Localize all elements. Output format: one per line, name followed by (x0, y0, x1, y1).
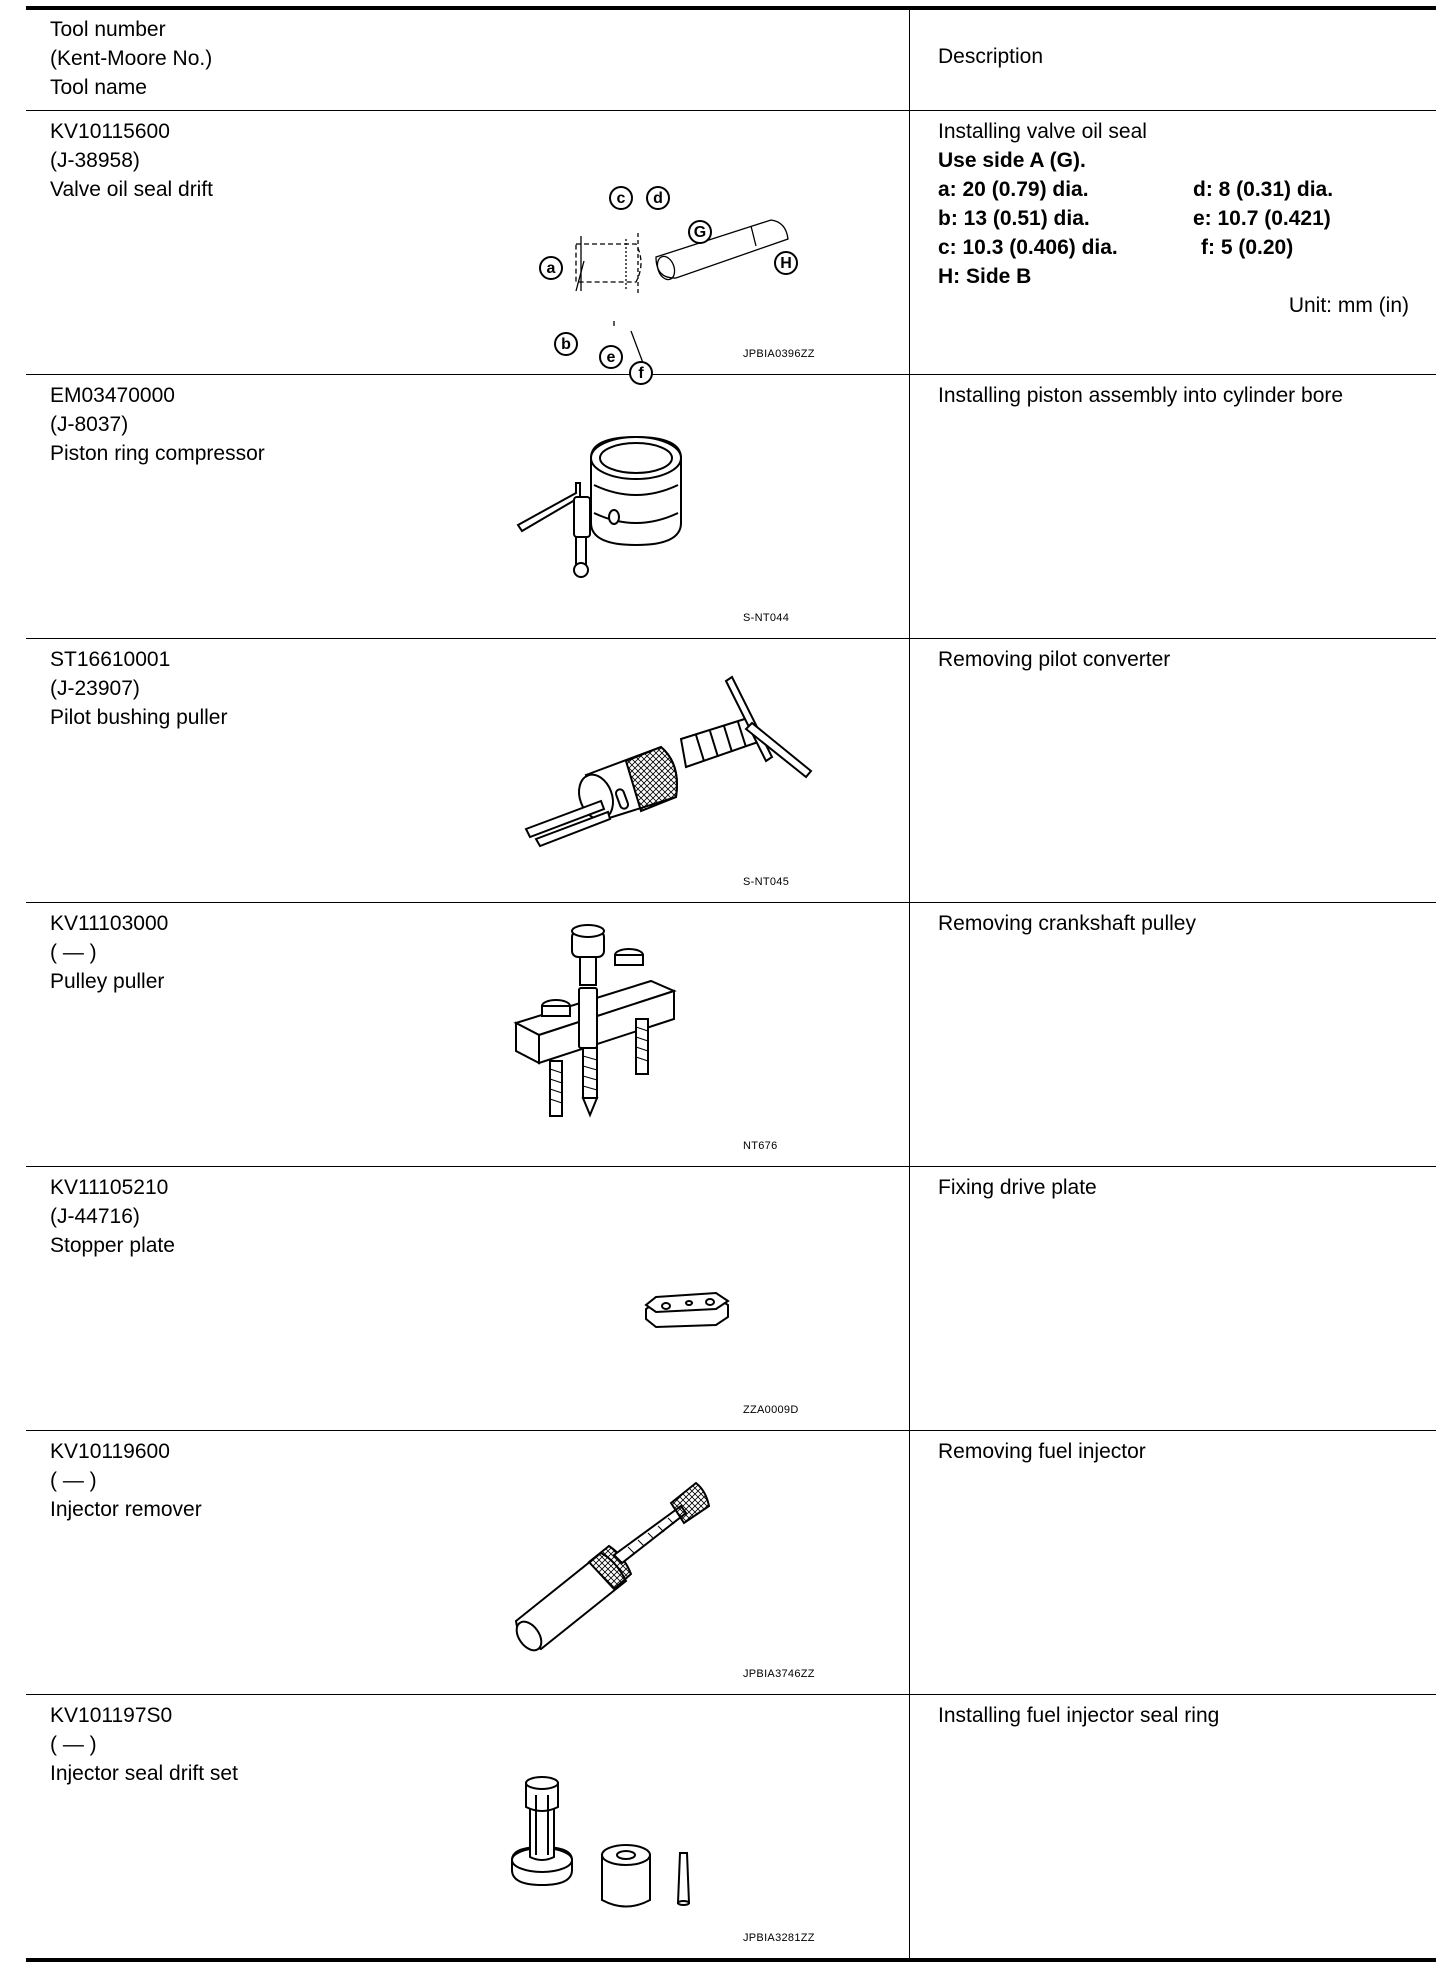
tool-number: KV10115600 (50, 120, 170, 143)
callout-c: c (616, 190, 626, 207)
tool-number: KV11103000 (50, 912, 169, 935)
kent-moore-number: (J-8037) (50, 413, 129, 436)
tool-cell (26, 375, 910, 639)
figure-id: NT676 (743, 1140, 778, 1152)
figure-id: JPBIA3746ZZ (743, 1668, 815, 1680)
description-cell (910, 1431, 1437, 1695)
header-tool-cell (26, 8, 910, 111)
injector-seal-drift-set-figure (506, 1725, 886, 1950)
tool-cell (26, 903, 910, 1167)
description-cell (910, 903, 1437, 1167)
description-text: Installing fuel injector seal ring (938, 1704, 1220, 1727)
spec-c: c: 10.3 (0.406) dia. (938, 236, 1118, 259)
table-row (26, 903, 1436, 1167)
spec-use-side: Use side A (G). (938, 149, 1086, 172)
valve-oil-seal-drift-drawing (506, 141, 886, 382)
spec-unit: Unit: mm (in) (1288, 294, 1409, 317)
callout-e: e (606, 349, 616, 366)
figure-id: JPBIA0396ZZ (743, 348, 815, 360)
header-description: Description (938, 45, 1044, 68)
callout-f: f (638, 365, 644, 382)
table-row (26, 1695, 1436, 1961)
kent-moore-number: (J-23907) (50, 677, 140, 700)
tool-cell (26, 1695, 910, 1961)
description-text: Removing fuel injector (938, 1440, 1146, 1463)
callout-g: G (693, 224, 707, 241)
stopper-plate-drawing (506, 1197, 886, 1422)
description-text: Installing piston assembly into cylinder bore (938, 384, 1344, 407)
injector-remover-drawing (506, 1461, 886, 1686)
kent-moore-number: (J-38958) (50, 149, 140, 172)
tool-number: EM03470000 (50, 384, 175, 407)
kent-moore-number: ( — ) (50, 1733, 97, 1756)
tool-cell (26, 1167, 910, 1431)
pilot-bushing-puller-drawing (506, 669, 886, 894)
piston-ring-compressor-figure (506, 405, 886, 630)
pilot-bushing-puller-figure (506, 669, 886, 894)
tool-number: ST16610001 (50, 648, 171, 671)
tool-number: KV101197S0 (50, 1704, 173, 1727)
kent-moore-number: (J-44716) (50, 1205, 140, 1228)
valve-oil-seal-drift-figure (506, 141, 886, 382)
special-tools-table (26, 6, 1436, 1962)
tool-cell (26, 111, 910, 382)
description-text: Installing valve oil seal (938, 120, 1147, 143)
description-text: Removing crankshaft pulley (938, 912, 1196, 935)
tool-number: KV10119600 (50, 1440, 170, 1463)
kent-moore-number: ( — ) (50, 1469, 97, 1492)
callout-a: a (546, 260, 556, 277)
special-tools-table-container (26, 6, 1436, 1962)
table-row (26, 1167, 1436, 1431)
table-row (26, 1431, 1436, 1695)
tool-name: Stopper plate (50, 1234, 175, 1257)
table-header-row (26, 8, 1436, 111)
tool-cell (26, 639, 910, 903)
description-cell (910, 375, 1437, 639)
description-text: Removing pilot converter (938, 648, 1171, 671)
spec-b: b: 13 (0.51) dia. (938, 207, 1090, 230)
spec-d: d: 8 (0.31) dia. (1193, 178, 1334, 201)
injector-seal-drift-set-drawing (506, 1725, 886, 1950)
figure-id: JPBIA3281ZZ (743, 1932, 815, 1944)
tool-name: Injector seal drift set (50, 1762, 238, 1785)
figure-id: S-NT044 (743, 612, 790, 624)
spec-f: f: 5 (0.20) (1201, 236, 1294, 259)
header-tool-name: Tool name (50, 76, 147, 99)
callout-h: H (780, 255, 792, 272)
pulley-puller-drawing (506, 933, 886, 1158)
header-tool-number: Tool number (50, 18, 166, 41)
header-description-cell (910, 8, 1437, 111)
stopper-plate-figure (506, 1197, 886, 1422)
tool-name: Injector remover (50, 1498, 202, 1521)
piston-ring-compressor-drawing (506, 405, 886, 630)
tool-name: Piston ring compressor (50, 442, 265, 465)
description-text: Fixing drive plate (938, 1176, 1097, 1199)
tool-name: Valve oil seal drift (50, 178, 214, 201)
tool-cell (26, 1431, 910, 1695)
table-row (26, 639, 1436, 903)
callout-d: d (653, 190, 663, 207)
tool-number: KV11105210 (50, 1176, 169, 1199)
spec-dimensions (938, 175, 1436, 262)
description-cell (910, 111, 1437, 375)
figure-id: S-NT045 (743, 876, 790, 888)
spec-e: e: 10.7 (0.421) (1193, 207, 1331, 230)
description-cell (910, 1167, 1437, 1431)
header-kent-moore: (Kent-Moore No.) (50, 47, 213, 70)
spec-h: H: Side B (938, 265, 1032, 288)
spec-a: a: 20 (0.79) dia. (938, 178, 1089, 201)
table-row (26, 111, 1436, 375)
callout-b: b (561, 336, 571, 353)
injector-remover-figure (506, 1461, 886, 1686)
tool-name: Pilot bushing puller (50, 706, 228, 729)
figure-id: ZZA0009D (743, 1404, 799, 1416)
description-cell (910, 1695, 1437, 1961)
table-row (26, 375, 1436, 639)
pulley-puller-figure (506, 933, 886, 1158)
description-cell (910, 639, 1437, 903)
kent-moore-number: ( — ) (50, 941, 97, 964)
tool-name: Pulley puller (50, 970, 165, 993)
